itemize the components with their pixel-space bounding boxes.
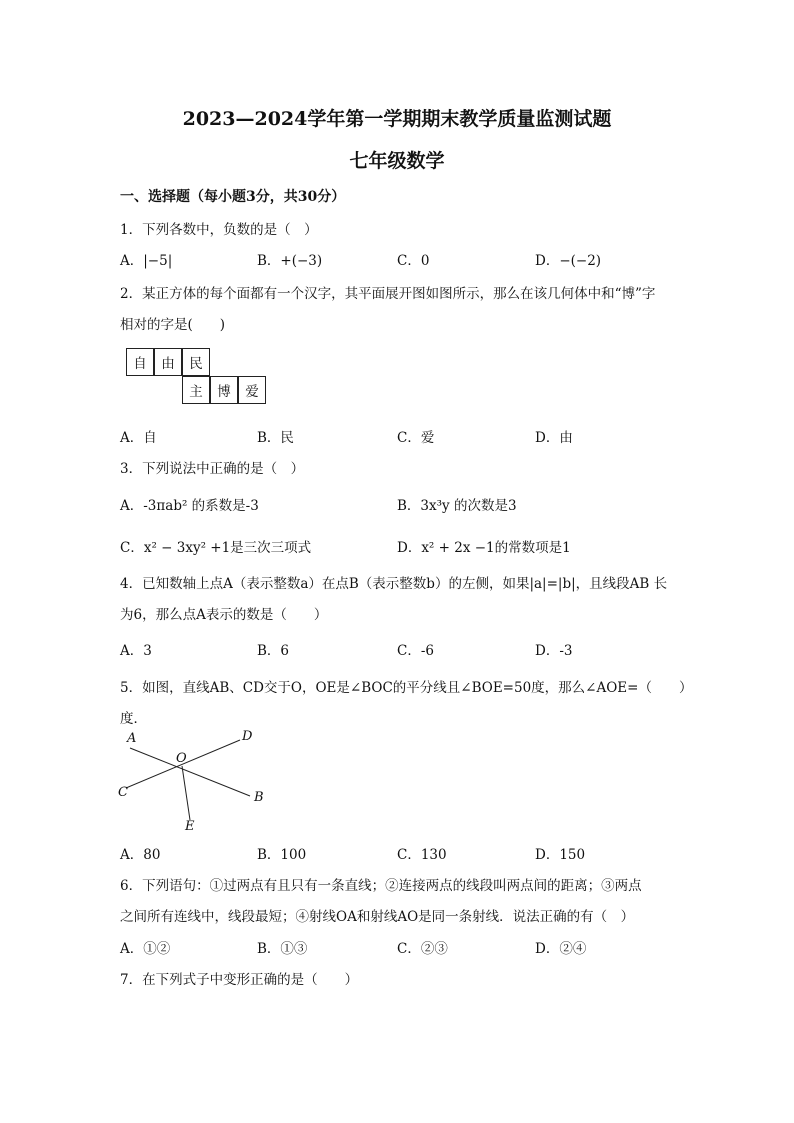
label-e: E: [185, 819, 195, 834]
question-6-option-c: C．②③: [397, 941, 448, 957]
question-3-option-c: C．x² − 3xy² +1是三次三项式: [120, 540, 312, 556]
question-1-stem: 1．下列各数中，负数的是（ ）: [120, 222, 318, 238]
question-4-stem-line-1: 4．已知数轴上点A（表示整数a）在点B（表示整数b）的左侧，如果|a|=|b|，且线段AB 长: [120, 576, 668, 592]
question-7-stem: 7．在下列式子中变形正确的是（ ）: [120, 972, 359, 988]
question-5-stem-line-2: 度．: [120, 711, 147, 727]
question-6-stem-line-1: 6．下列语句：①过两点有且只有一条直线；②连接两点的线段叫两点间的距离；③两点: [120, 878, 642, 894]
question-5-option-c: C．130: [397, 847, 447, 863]
question-5-option-a: A．80: [120, 847, 161, 863]
question-3-stem: 3．下列说法中正确的是（ ）: [120, 461, 305, 477]
question-1-option-d: D．−(−2): [535, 253, 602, 269]
question-4-option-d: D．-3: [535, 643, 573, 659]
page-title: 2023—2024学年第一学期期末教学质量监测试题: [182, 108, 612, 130]
question-2-option-c: C．爱: [397, 430, 435, 446]
net-cell-bo: 博: [210, 376, 238, 404]
ray-oe: [182, 766, 190, 820]
question-2-option-a: A．自: [120, 430, 157, 446]
net-cell-zi: 自: [126, 348, 154, 376]
question-2-option-b: B．民: [257, 430, 294, 446]
question-1-option-c: C．0: [397, 253, 430, 269]
question-4-option-a: A．3: [120, 643, 152, 659]
question-2-stem-line-1: 2．某正方体的每个面都有一个汉字，其平面展开图如图所示，那么在该几何体中和“博”字: [120, 286, 656, 302]
question-6-option-b: B．①③: [257, 941, 308, 957]
page-subtitle: 七年级数学: [349, 150, 445, 172]
question-6-stem-line-2: 之间所有连线中，线段最短；④射线OA和射线AO是同一条射线．说法正确的有（ ）: [120, 909, 635, 925]
line-ab: [130, 748, 250, 796]
net-cell-ai: 爱: [238, 376, 266, 404]
label-b: B: [254, 790, 264, 805]
question-6-option-d: D．②④: [535, 941, 587, 957]
label-a: A: [127, 731, 137, 746]
label-c: C: [118, 785, 128, 800]
question-3-option-b: B．3x³y 的次数是3: [397, 498, 517, 514]
label-d: D: [242, 729, 253, 744]
question-4-stem-line-2: 为6，那么点A表示的数是（ ）: [120, 607, 328, 623]
question-1-option-b: B．+(−3): [257, 253, 323, 269]
question-1-option-a: A．|−5|: [120, 253, 173, 269]
question-5-stem-line-1: 5．如图，直线AB、CD交于O，OE是∠BOC的平分线且∠BOE=50度，那么∠AOE=（ ）: [120, 680, 693, 696]
question-4-option-c: C．-6: [397, 643, 434, 659]
net-cell-min: 民: [182, 348, 210, 376]
label-o: O: [176, 751, 187, 766]
section-heading: 一、选择题（每小题3分，共30分）: [120, 189, 346, 205]
question-3-option-a: A．-3πab² 的系数是-3: [120, 498, 259, 514]
question-2-option-d: D．由: [535, 430, 573, 446]
question-2-stem-line-2: 相对的字是( ): [120, 317, 226, 333]
intersecting-lines-figure: [118, 728, 268, 838]
net-cell-you: 由: [154, 348, 182, 376]
question-3-option-d: D．x² + 2x −1的常数项是1: [397, 540, 571, 556]
question-5-option-d: D．150: [535, 847, 586, 863]
question-4-option-b: B．6: [257, 643, 290, 659]
net-cell-zhu: 主: [182, 376, 210, 404]
question-6-option-a: A．①②: [120, 941, 171, 957]
question-5-option-b: B．100: [257, 847, 307, 863]
